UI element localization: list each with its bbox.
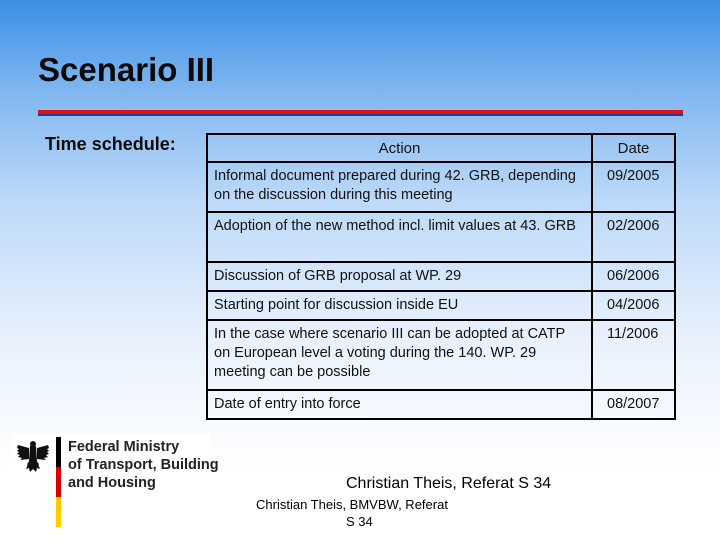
ministry-name xyxy=(68,438,219,492)
row-action: Adoption of the new method incl. limit values at 43. GRB xyxy=(207,212,592,262)
row-action: Informal document prepared during 42. GRB, depending on the discussion during this meeting xyxy=(207,162,592,212)
row-action: Discussion of GRB proposal at WP. 29 xyxy=(207,262,592,291)
flag-stripe-gold xyxy=(56,497,61,527)
table-row xyxy=(207,291,675,320)
german-flag-stripe xyxy=(56,437,61,527)
footer-small-line: Christian Theis, BMVBW, Referat xyxy=(256,497,448,512)
row-date: 08/2007 xyxy=(592,390,675,419)
ministry-name-line: Federal Ministry xyxy=(68,439,180,455)
row-action: Date of entry into force xyxy=(207,390,592,419)
eagle-icon xyxy=(16,439,50,475)
header-date: Date xyxy=(592,134,675,162)
slide-title: Scenario III xyxy=(38,51,215,88)
table-header-row xyxy=(207,134,675,162)
row-date: 09/2005 xyxy=(592,162,675,212)
title-divider xyxy=(38,110,683,116)
row-action: Starting point for discussion inside EU xyxy=(207,291,592,320)
footer-small-line: S 34 xyxy=(346,514,373,529)
schedule-table xyxy=(206,133,676,420)
table-row xyxy=(207,390,675,419)
flag-stripe-red xyxy=(56,467,61,497)
table-row xyxy=(207,262,675,291)
flag-stripe-black xyxy=(56,437,61,467)
header-action: Action xyxy=(207,134,592,162)
row-date: 06/2006 xyxy=(592,262,675,291)
table-row xyxy=(207,320,675,390)
time-schedule-label: Time schedule: xyxy=(45,134,176,154)
table-row xyxy=(207,162,675,212)
row-action: In the case where scenario III can be adopted at CATP on European level a voting during the 140. WP. 29 meeting can be possible xyxy=(207,320,592,390)
row-date: 11/2006 xyxy=(592,320,675,390)
ministry-logo xyxy=(12,433,219,528)
footer-author: Christian Theis, Referat S 34 xyxy=(346,475,552,492)
table-row xyxy=(207,212,675,262)
row-date: 04/2006 xyxy=(592,291,675,320)
title-divider-blue xyxy=(38,114,683,116)
ministry-name-line: and Housing xyxy=(68,475,156,491)
row-date: 02/2006 xyxy=(592,212,675,262)
ministry-name-line: of Transport, Building xyxy=(68,457,219,473)
footer-author-small xyxy=(256,496,476,530)
